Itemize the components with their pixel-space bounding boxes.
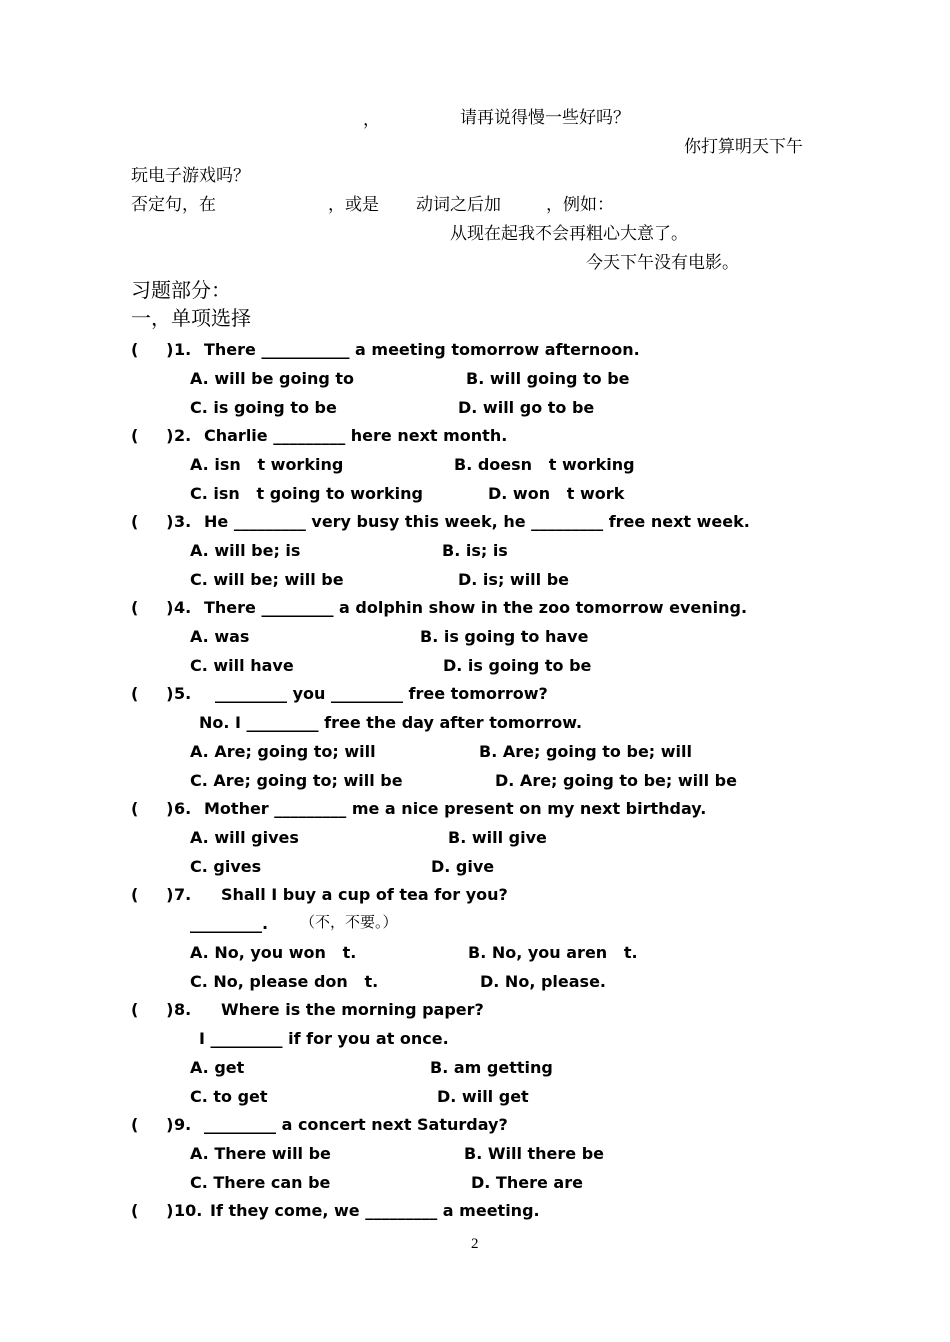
option-c: C. will have bbox=[190, 656, 294, 675]
intro-line-4d: ，例如： bbox=[546, 195, 614, 215]
option-d: D. is going to be bbox=[443, 656, 592, 675]
intro-comma: ， bbox=[363, 110, 380, 130]
question-stem: Where is the morning paper? bbox=[221, 1000, 484, 1019]
page-number: 2 bbox=[471, 1236, 479, 1252]
option-a: A. will gives bbox=[190, 828, 299, 847]
answer-paren: ( ) bbox=[131, 340, 174, 359]
option-d: D. There are bbox=[471, 1173, 583, 1192]
question-sub-blank: _________. bbox=[190, 914, 269, 933]
option-b: B. Will there be bbox=[464, 1144, 605, 1163]
option-d: D. Are; going to be; will be bbox=[495, 771, 737, 790]
answer-paren: ( ) bbox=[131, 598, 174, 617]
option-b: B. is; is bbox=[442, 541, 508, 560]
question-number: 5. bbox=[174, 684, 192, 703]
answer-paren: ( ) bbox=[131, 1201, 174, 1220]
intro-line-4c: 动词之后加 bbox=[416, 195, 501, 215]
answer-paren: ( ) bbox=[131, 684, 174, 703]
intro-line-1: 请再说得慢一些好吗？ bbox=[460, 108, 630, 128]
option-b: B. is going to have bbox=[420, 627, 589, 646]
answer-paren: ( ) bbox=[131, 885, 174, 904]
option-b: B. am getting bbox=[430, 1058, 553, 1077]
question-number: 4. bbox=[174, 598, 192, 617]
question-stem: There _________ a dolphin show in the zoo tomorrow evening. bbox=[204, 598, 748, 617]
option-b: B. will give bbox=[448, 828, 547, 847]
option-b: B. No, you aren t. bbox=[468, 943, 638, 962]
option-d: D. won t work bbox=[488, 484, 625, 503]
option-a: A. No, you won t. bbox=[190, 943, 357, 962]
option-b: B. doesn t working bbox=[454, 455, 635, 474]
option-c: C. Are; going to; will be bbox=[190, 771, 403, 790]
answer-paren: ( ) bbox=[131, 1115, 174, 1134]
option-a: A. will be; is bbox=[190, 541, 301, 560]
option-d: D. is; will be bbox=[458, 570, 570, 589]
option-d: D. will go to be bbox=[458, 398, 595, 417]
question-sub-note: （不，不要。） bbox=[300, 913, 398, 931]
question-number: 3. bbox=[174, 512, 192, 531]
option-b: B. Are; going to be; will bbox=[479, 742, 692, 761]
option-d: D. give bbox=[431, 857, 495, 876]
option-a: A. isn t working bbox=[190, 455, 344, 474]
question-stem: _________ you _________ free tomorrow? bbox=[215, 684, 548, 703]
intro-line-4b: ，或是 bbox=[328, 195, 379, 215]
option-a: A. was bbox=[190, 627, 250, 646]
option-c: C. will be; will be bbox=[190, 570, 344, 589]
question-sub: I _________ if for you at once. bbox=[199, 1029, 449, 1048]
option-c: C. There can be bbox=[190, 1173, 331, 1192]
option-b: B. will going to be bbox=[466, 369, 630, 388]
answer-paren: ( ) bbox=[131, 426, 174, 445]
option-c: C. No, please don t. bbox=[190, 972, 379, 991]
question-number: 6. bbox=[174, 799, 192, 818]
option-d: D. will get bbox=[437, 1087, 529, 1106]
answer-paren: ( ) bbox=[131, 512, 174, 531]
option-a: A. There will be bbox=[190, 1144, 331, 1163]
option-c: C. gives bbox=[190, 857, 262, 876]
question-number: 9. bbox=[174, 1115, 192, 1134]
question-number: 7. bbox=[174, 885, 192, 904]
question-number: 8. bbox=[174, 1000, 192, 1019]
question-sub: No. I _________ free the day after tomorrow. bbox=[199, 713, 583, 732]
intro-line-2: 你打算明天下午 bbox=[684, 137, 803, 157]
answer-paren: ( ) bbox=[131, 799, 174, 818]
intro-line-3: 玩电子游戏吗？ bbox=[131, 166, 250, 186]
section-title: 习题部分： bbox=[131, 278, 231, 302]
question-stem: He _________ very busy this week, he _________ free next week. bbox=[204, 512, 750, 531]
question-number: 2. bbox=[174, 426, 192, 445]
question-number: 10. bbox=[174, 1201, 203, 1220]
option-c: C. to get bbox=[190, 1087, 268, 1106]
option-c: C. isn t going to working bbox=[190, 484, 423, 503]
question-number: 1. bbox=[174, 340, 192, 359]
intro-line-6: 今天下午没有电影。 bbox=[586, 253, 739, 273]
question-stem: Mother _________ me a nice present on my next birthday. bbox=[204, 799, 707, 818]
intro-line-4a: 否定句，在 bbox=[131, 195, 216, 215]
option-d: D. No, please. bbox=[480, 972, 606, 991]
question-stem: Shall I buy a cup of tea for you? bbox=[221, 885, 508, 904]
question-stem: Charlie _________ here next month. bbox=[204, 426, 508, 445]
question-stem: If they come, we _________ a meeting. bbox=[210, 1201, 540, 1220]
option-a: A. Are; going to; will bbox=[190, 742, 376, 761]
question-stem: _________ a concert next Saturday? bbox=[204, 1115, 508, 1134]
option-a: A. get bbox=[190, 1058, 245, 1077]
question-stem: There ___________ a meeting tomorrow afternoon. bbox=[204, 340, 640, 359]
option-c: C. is going to be bbox=[190, 398, 337, 417]
part1-title: 一，单项选择 bbox=[131, 306, 251, 330]
answer-paren: ( ) bbox=[131, 1000, 174, 1019]
option-a: A. will be going to bbox=[190, 369, 354, 388]
intro-line-5: 从现在起我不会再粗心大意了。 bbox=[450, 224, 688, 244]
